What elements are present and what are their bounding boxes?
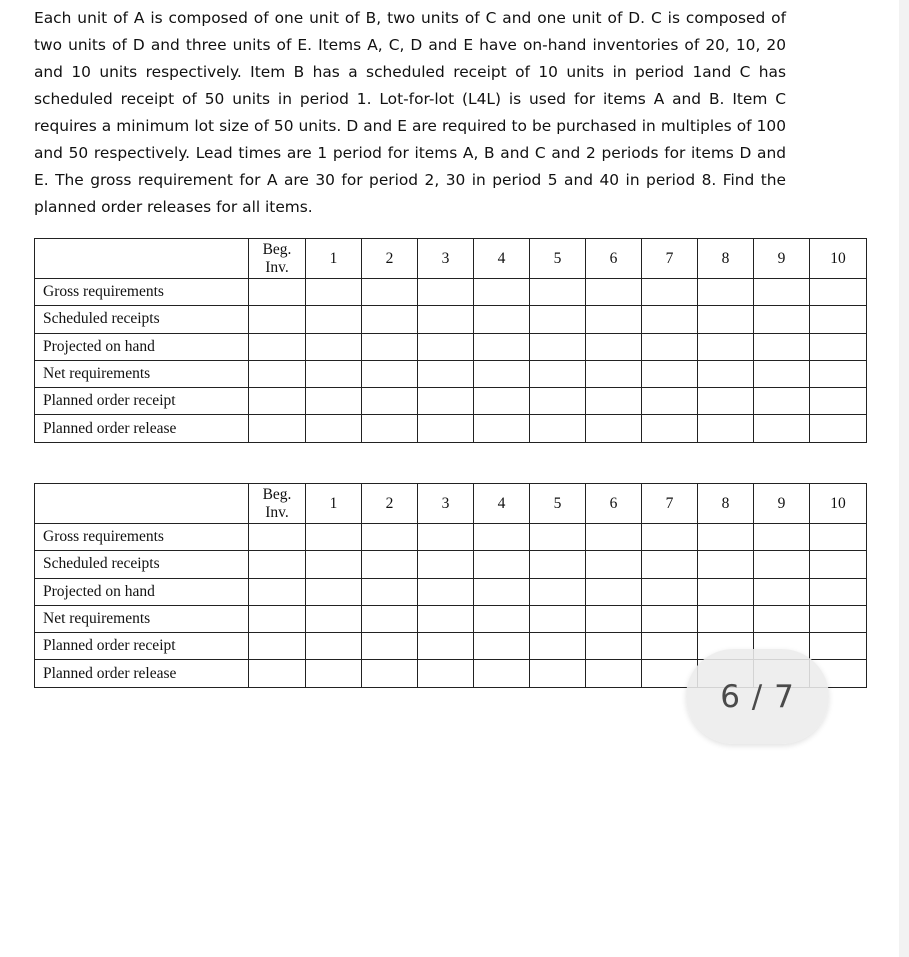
table-cell — [810, 551, 867, 578]
table-cell — [362, 633, 418, 660]
table-row — [35, 333, 867, 360]
beg-inv-header — [249, 484, 306, 524]
table-cell — [249, 360, 306, 387]
row-label: Planned order release — [35, 660, 249, 687]
table-cell — [306, 360, 362, 387]
period-header: 3 — [418, 484, 474, 524]
table-cell — [530, 578, 586, 605]
table-cell — [642, 279, 698, 306]
table-row — [35, 415, 867, 442]
table-cell — [586, 524, 642, 551]
table-cell — [586, 279, 642, 306]
table-row — [35, 306, 867, 333]
period-header: 3 — [418, 239, 474, 279]
period-header: 8 — [698, 239, 754, 279]
table-cell — [754, 360, 810, 387]
period-header: 9 — [754, 484, 810, 524]
corner-cell — [35, 484, 249, 524]
period-header: 6 — [586, 239, 642, 279]
table-cell — [474, 633, 530, 660]
table-cell — [474, 660, 530, 687]
table-cell — [474, 551, 530, 578]
table-cell — [249, 279, 306, 306]
table-cell — [642, 524, 698, 551]
row-label: Planned order release — [35, 415, 249, 442]
period-header: 6 — [586, 484, 642, 524]
corner-cell — [35, 239, 249, 279]
scrollbar-track[interactable] — [899, 0, 909, 957]
table-cell — [810, 360, 867, 387]
table-row — [35, 551, 867, 578]
table-cell — [810, 578, 867, 605]
table-cell — [754, 524, 810, 551]
table-cell — [418, 524, 474, 551]
table-cell — [754, 279, 810, 306]
table-cell — [586, 605, 642, 632]
table-cell — [418, 633, 474, 660]
table-cell — [474, 388, 530, 415]
table-cell — [698, 415, 754, 442]
table-cell — [306, 306, 362, 333]
table-cell — [530, 279, 586, 306]
table-cell — [698, 578, 754, 605]
table-cell — [306, 388, 362, 415]
period-header: 4 — [474, 239, 530, 279]
table-cell — [306, 605, 362, 632]
table-cell — [810, 333, 867, 360]
period-header: 10 — [810, 484, 867, 524]
table-cell — [586, 360, 642, 387]
table-cell — [586, 333, 642, 360]
table-cell — [418, 279, 474, 306]
table-cell — [418, 660, 474, 687]
period-header: 1 — [306, 484, 362, 524]
table-cell — [530, 360, 586, 387]
period-header: 9 — [754, 239, 810, 279]
table-cell — [418, 388, 474, 415]
table-cell — [530, 633, 586, 660]
table-cell — [642, 388, 698, 415]
table-cell — [698, 279, 754, 306]
table-cell — [754, 388, 810, 415]
table-cell — [249, 415, 306, 442]
table-cell — [362, 306, 418, 333]
beg-inv-label-line1: Beg. — [262, 240, 292, 258]
row-label: Net requirements — [35, 360, 249, 387]
period-header: 5 — [530, 239, 586, 279]
table-cell — [530, 415, 586, 442]
table-cell — [698, 388, 754, 415]
table-cell — [362, 578, 418, 605]
table-cell — [642, 306, 698, 333]
table-cell — [474, 578, 530, 605]
table-cell — [530, 551, 586, 578]
table-cell — [810, 415, 867, 442]
table-cell — [474, 333, 530, 360]
table-cell — [362, 279, 418, 306]
table-cell — [642, 605, 698, 632]
table-cell — [810, 524, 867, 551]
table-cell — [754, 333, 810, 360]
table-header-row — [35, 239, 867, 279]
period-header: 5 — [530, 484, 586, 524]
table-row — [35, 578, 867, 605]
row-label: Scheduled receipts — [35, 551, 249, 578]
table-cell — [642, 578, 698, 605]
period-header: 7 — [642, 484, 698, 524]
table-cell — [306, 333, 362, 360]
table-cell — [754, 415, 810, 442]
table-row — [35, 605, 867, 632]
table-cell — [418, 306, 474, 333]
table-cell — [530, 306, 586, 333]
table-cell — [474, 360, 530, 387]
beg-inv-label-line2: Inv. — [265, 258, 289, 276]
table-cell — [362, 524, 418, 551]
table-cell — [642, 633, 698, 660]
table-cell — [362, 333, 418, 360]
period-header: 10 — [810, 239, 867, 279]
table-cell — [249, 333, 306, 360]
table-cell — [698, 551, 754, 578]
table-header-row — [35, 484, 867, 524]
table-cell — [474, 605, 530, 632]
table-cell — [586, 633, 642, 660]
table-cell — [754, 578, 810, 605]
table-cell — [362, 551, 418, 578]
period-header: 2 — [362, 484, 418, 524]
table-cell — [249, 551, 306, 578]
table-cell — [362, 660, 418, 687]
table-cell — [810, 279, 867, 306]
table-cell — [586, 415, 642, 442]
table-cell — [249, 605, 306, 632]
table-cell — [698, 333, 754, 360]
table-cell — [249, 306, 306, 333]
table-cell — [306, 578, 362, 605]
table-cell — [642, 415, 698, 442]
table-cell — [810, 306, 867, 333]
table-cell — [418, 333, 474, 360]
table-cell — [249, 660, 306, 687]
table-cell — [249, 578, 306, 605]
table-cell — [586, 578, 642, 605]
beg-inv-label-line2: Inv. — [265, 503, 289, 521]
table-cell — [306, 633, 362, 660]
table-cell — [418, 360, 474, 387]
row-label: Projected on hand — [35, 578, 249, 605]
table-cell — [810, 633, 867, 660]
table-cell — [418, 415, 474, 442]
table-cell — [698, 605, 754, 632]
table-cell — [306, 524, 362, 551]
row-label: Scheduled receipts — [35, 306, 249, 333]
table-row — [35, 388, 867, 415]
table-cell — [362, 605, 418, 632]
table-cell — [418, 578, 474, 605]
table-cell — [810, 388, 867, 415]
table-cell — [249, 633, 306, 660]
row-label: Projected on hand — [35, 333, 249, 360]
period-header: 7 — [642, 239, 698, 279]
table-cell — [362, 388, 418, 415]
table-cell — [586, 306, 642, 333]
problem-statement: Each unit of A is composed of one unit of B, two units of C and one unit of D. C is composed of two units of D and three units of E. Items A, C, D and E have on-hand inventories of 20, 10, 20 and 10 units respectively. Item B has a scheduled receipt of 10 units in period 1and C has scheduled receipt of 50 units in period 1. Lot-for-lot (L4L) is used for items A and B. Item C requires a minimum lot size of 50 units. D and E are required to be purchased in multiples of 100 and 50 respectively. Lead times are 1 period for items A, B and C and 2 periods for items D and E. The gross requirement for A are 30 for period 2, 30 in period 5 and 40 in period 8. Find the planned order releases for all items. — [34, 9, 786, 216]
row-label: Planned order receipt — [35, 388, 249, 415]
table-cell — [474, 524, 530, 551]
beg-inv-label-line1: Beg. — [262, 485, 292, 503]
page-indicator: 6 / 7 — [686, 649, 829, 744]
table-cell — [474, 279, 530, 306]
table-cell — [530, 388, 586, 415]
table-cell — [698, 524, 754, 551]
table-cell — [306, 660, 362, 687]
table-cell — [586, 660, 642, 687]
table-cell — [586, 388, 642, 415]
table-row — [35, 279, 867, 306]
table-cell — [530, 524, 586, 551]
table-cell — [249, 524, 306, 551]
row-label: Net requirements — [35, 605, 249, 632]
table-cell — [306, 551, 362, 578]
table-cell — [754, 605, 810, 632]
table-cell — [418, 605, 474, 632]
table-cell — [530, 333, 586, 360]
table-cell — [586, 551, 642, 578]
table-cell — [530, 605, 586, 632]
table-cell — [754, 306, 810, 333]
table-cell — [362, 415, 418, 442]
period-header: 1 — [306, 239, 362, 279]
table-cell — [642, 551, 698, 578]
table-cell — [418, 551, 474, 578]
table-cell — [754, 551, 810, 578]
table-cell — [530, 660, 586, 687]
table-cell — [642, 360, 698, 387]
table-cell — [362, 360, 418, 387]
table-row — [35, 360, 867, 387]
table-cell — [249, 388, 306, 415]
table-cell — [698, 360, 754, 387]
table-cell — [810, 605, 867, 632]
row-label: Gross requirements — [35, 524, 249, 551]
table-row — [35, 524, 867, 551]
period-header: 8 — [698, 484, 754, 524]
table-cell — [306, 279, 362, 306]
period-header: 4 — [474, 484, 530, 524]
table-cell — [474, 306, 530, 333]
mrp-table-1 — [34, 238, 867, 443]
row-label: Planned order receipt — [35, 633, 249, 660]
table-cell — [306, 415, 362, 442]
table-cell — [698, 306, 754, 333]
table-cell — [642, 333, 698, 360]
period-header: 2 — [362, 239, 418, 279]
table-cell — [474, 415, 530, 442]
beg-inv-header — [249, 239, 306, 279]
row-label: Gross requirements — [35, 279, 249, 306]
